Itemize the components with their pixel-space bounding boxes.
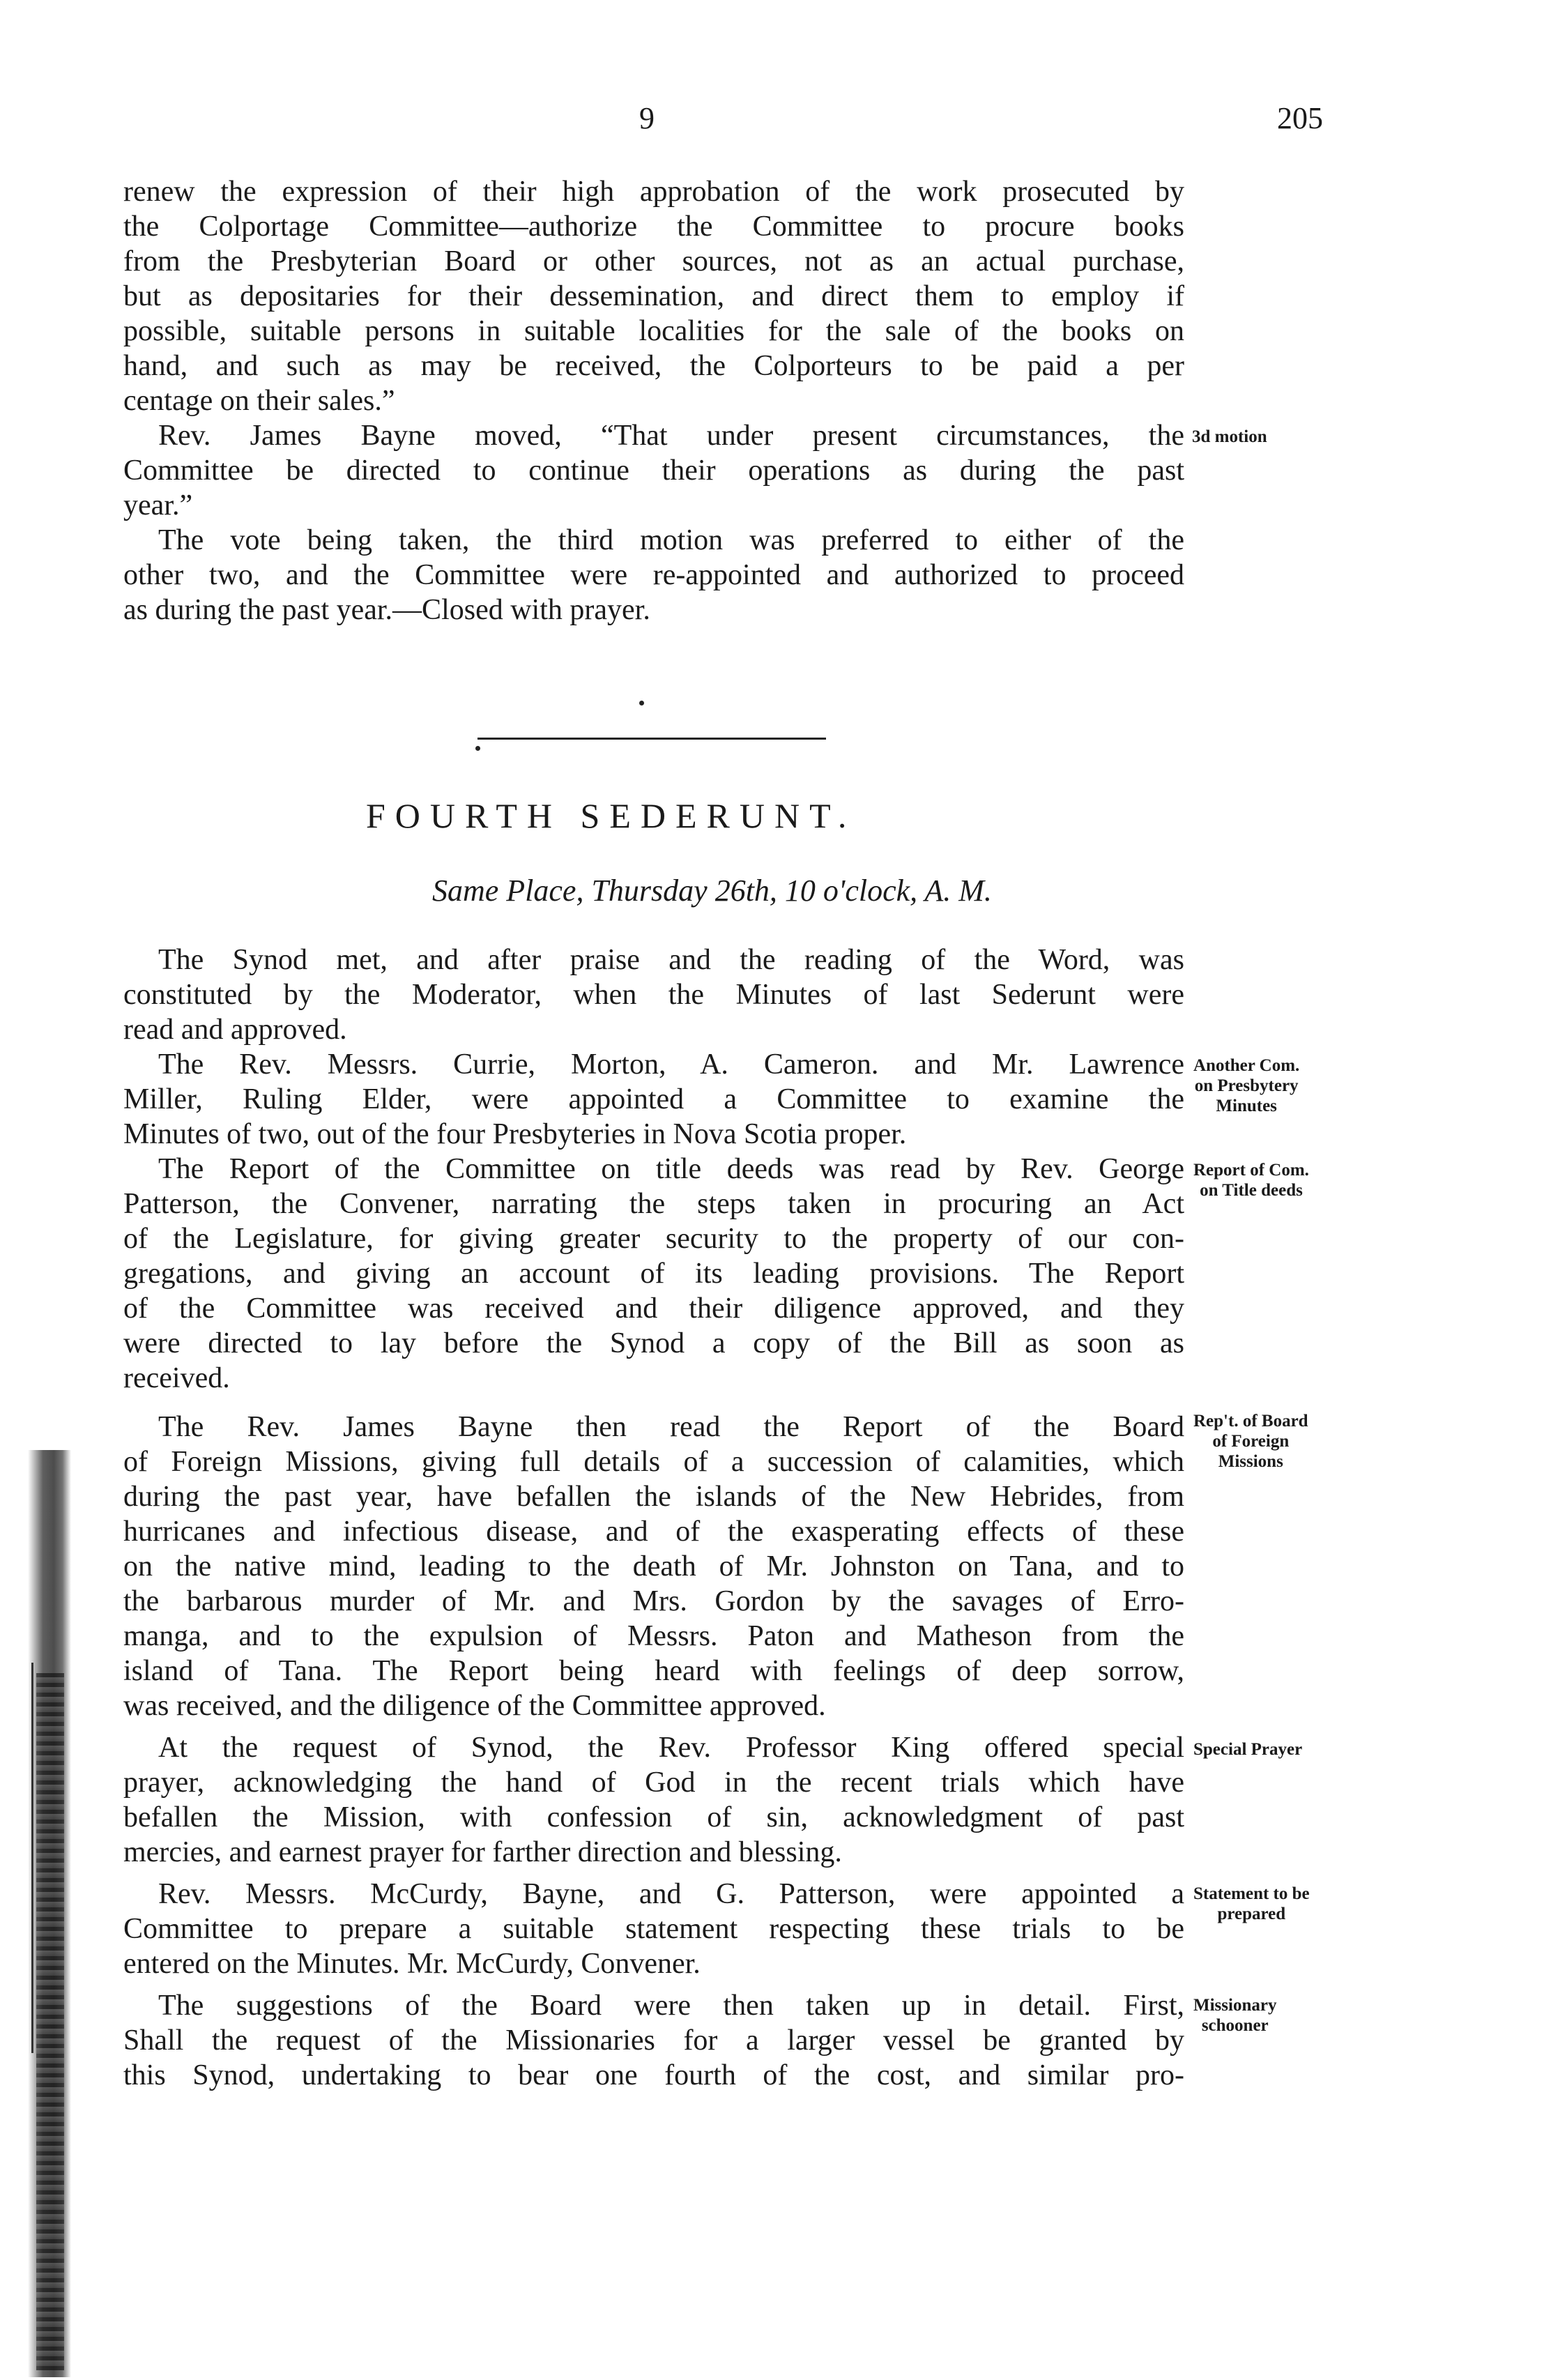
text-line: Rev. Messrs. McCurdy, Bayne, and G. Patterson, were appointed a	[158, 1878, 1184, 1910]
text-line: Committee to prepare a suitable statement respecting these trials to be	[123, 1913, 1184, 1945]
text-line: mercies, and earnest prayer for farther direction and blessing.	[123, 1836, 842, 1868]
text-line: befallen the Mission, with confession of sin, acknowledgment of past	[123, 1801, 1184, 1833]
text-line: centage on their sales.”	[123, 385, 395, 417]
binding-shadow	[36, 1673, 64, 2370]
text-line: other two, and the Committee were re-appointed and authorized to proceed	[123, 559, 1184, 591]
margin-note-line: on Presbytery	[1194, 1076, 1299, 1095]
text-line: At the request of Synod, the Rev. Professor King offered special	[158, 1732, 1184, 1764]
section-heading: FOURTH SEDERUNT.	[366, 796, 857, 835]
text-line: The Synod met, and after praise and the reading of the Word, was	[158, 944, 1184, 976]
ornament-dot	[475, 746, 480, 751]
text-line: The suggestions of the Board were then taken up in detail. First,	[158, 1990, 1184, 2022]
text-line: manga, and to the expulsion of Messrs. Paton and Matheson from the	[123, 1620, 1184, 1652]
text-line: as during the past year.—Closed with prayer.	[123, 594, 650, 626]
text-line: year.”	[123, 489, 193, 521]
text-line: renew the expression of their high approbation of the work prosecuted by	[123, 176, 1184, 208]
margin-note-line: Report of Com.	[1193, 1161, 1309, 1180]
text-line: Committee be directed to continue their operations as during the past	[123, 455, 1184, 487]
margin-note-line: Another Com.	[1193, 1056, 1300, 1075]
text-line: The Rev. James Bayne then read the Report of the Board	[158, 1411, 1184, 1443]
text-line: were directed to lay before the Synod a copy of the Bill as soon as	[123, 1327, 1184, 1359]
text-line: the barbarous murder of Mr. and Mrs. Gordon by the savages of Erro-	[123, 1585, 1184, 1617]
text-line: The vote being taken, the third motion was preferred to either of the	[158, 524, 1184, 556]
text-line: prayer, acknowledging the hand of God in the recent trials which have	[123, 1767, 1184, 1799]
margin-note-schooner	[1193, 1995, 1276, 2036]
text-line: Miller, Ruling Elder, were appointed a Committee to examine the	[123, 1083, 1184, 1115]
text-line: of the Committee was received and their diligence approved, and they	[123, 1292, 1184, 1325]
dateline: Same Place, Thursday 26th, 10 o'clock, A. M.	[432, 874, 992, 908]
text-line: hand, and such as may be received, the Colporteurs to be paid a per	[123, 350, 1184, 382]
margin-note-line: Rep't. of Board	[1193, 1412, 1308, 1431]
margin-note-line: of Foreign	[1212, 1432, 1290, 1451]
section-divider	[477, 738, 826, 740]
text-line: island of Tana. The Report being heard with feelings of deep sorrow,	[123, 1655, 1184, 1687]
text-line: the Colportage Committee—authorize the Committee to procure books	[123, 211, 1184, 243]
text-line: gregations, and giving an account of its leading provisions. The Report	[123, 1258, 1184, 1290]
margin-note-foreign-missions	[1193, 1411, 1308, 1472]
margin-note-special-prayer: Special Prayer	[1193, 1740, 1303, 1759]
text-line: this Synod, undertaking to bear one fourth of the cost, and similar pro-	[123, 2059, 1184, 2091]
text-line: was received, and the diligence of the Committee approved.	[123, 1690, 826, 1722]
text-line: from the Presbyterian Board or other sources, not as an actual purchase,	[123, 245, 1184, 277]
page-number-right: 205	[1277, 101, 1323, 135]
text-line: Rev. James Bayne moved, “That under present circumstances, the	[158, 420, 1184, 452]
page-number-left: 9	[639, 101, 655, 135]
text-line: during the past year, have befallen the islands of the New Hebrides, from	[123, 1481, 1184, 1513]
margin-note-presbytery	[1193, 1055, 1299, 1116]
binding-edge	[31, 1663, 33, 2053]
margin-note-line: Statement to be	[1193, 1884, 1310, 1903]
margin-note-line: prepared	[1217, 1905, 1286, 1923]
margin-note-statement	[1193, 1884, 1310, 1924]
margin-note-third-motion: 3d motion	[1192, 427, 1267, 446]
text-line: of the Legislature, for giving greater security to the property of our con-	[123, 1223, 1184, 1255]
text-line: hurricanes and infectious disease, and of the exasperating effects of these	[123, 1516, 1184, 1548]
text-line: possible, suitable persons in suitable localities for the sale of the books on	[123, 315, 1184, 347]
ornament-dot	[639, 701, 644, 705]
text-line: The Report of the Committee on title deeds was read by Rev. George	[158, 1153, 1184, 1185]
margin-note-line: Missionary	[1193, 1996, 1277, 2015]
margin-note-line: Minutes	[1216, 1097, 1277, 1115]
text-line: Shall the request of the Missionaries for a larger vessel be granted by	[123, 2024, 1184, 2057]
text-line: but as depositaries for their dessemination, and direct them to employ if	[123, 280, 1184, 312]
text-line: constituted by the Moderator, when the Minutes of last Sederunt were	[123, 979, 1184, 1011]
margin-note-title-deeds	[1193, 1160, 1309, 1200]
margin-note-line: schooner	[1201, 2016, 1269, 2035]
margin-note-line: Missions	[1218, 1452, 1283, 1471]
text-line: entered on the Minutes. Mr. McCurdy, Convener.	[123, 1948, 701, 1980]
text-line: read and approved.	[123, 1014, 347, 1046]
text-line: received.	[123, 1362, 230, 1394]
text-line: Minutes of two, out of the four Presbyteries in Nova Scotia proper.	[123, 1118, 907, 1150]
text-line: on the native mind, leading to the death of Mr. Johnston on Tana, and to	[123, 1550, 1184, 1582]
text-line: The Rev. Messrs. Currie, Morton, A. Cameron. and Mr. Lawrence	[158, 1048, 1184, 1081]
margin-note-line: on Title deeds	[1200, 1181, 1303, 1200]
text-line: Patterson, the Convener, narrating the steps taken in procuring an Act	[123, 1188, 1184, 1220]
text-line: of Foreign Missions, giving full details of a succession of calamities, which	[123, 1446, 1184, 1478]
